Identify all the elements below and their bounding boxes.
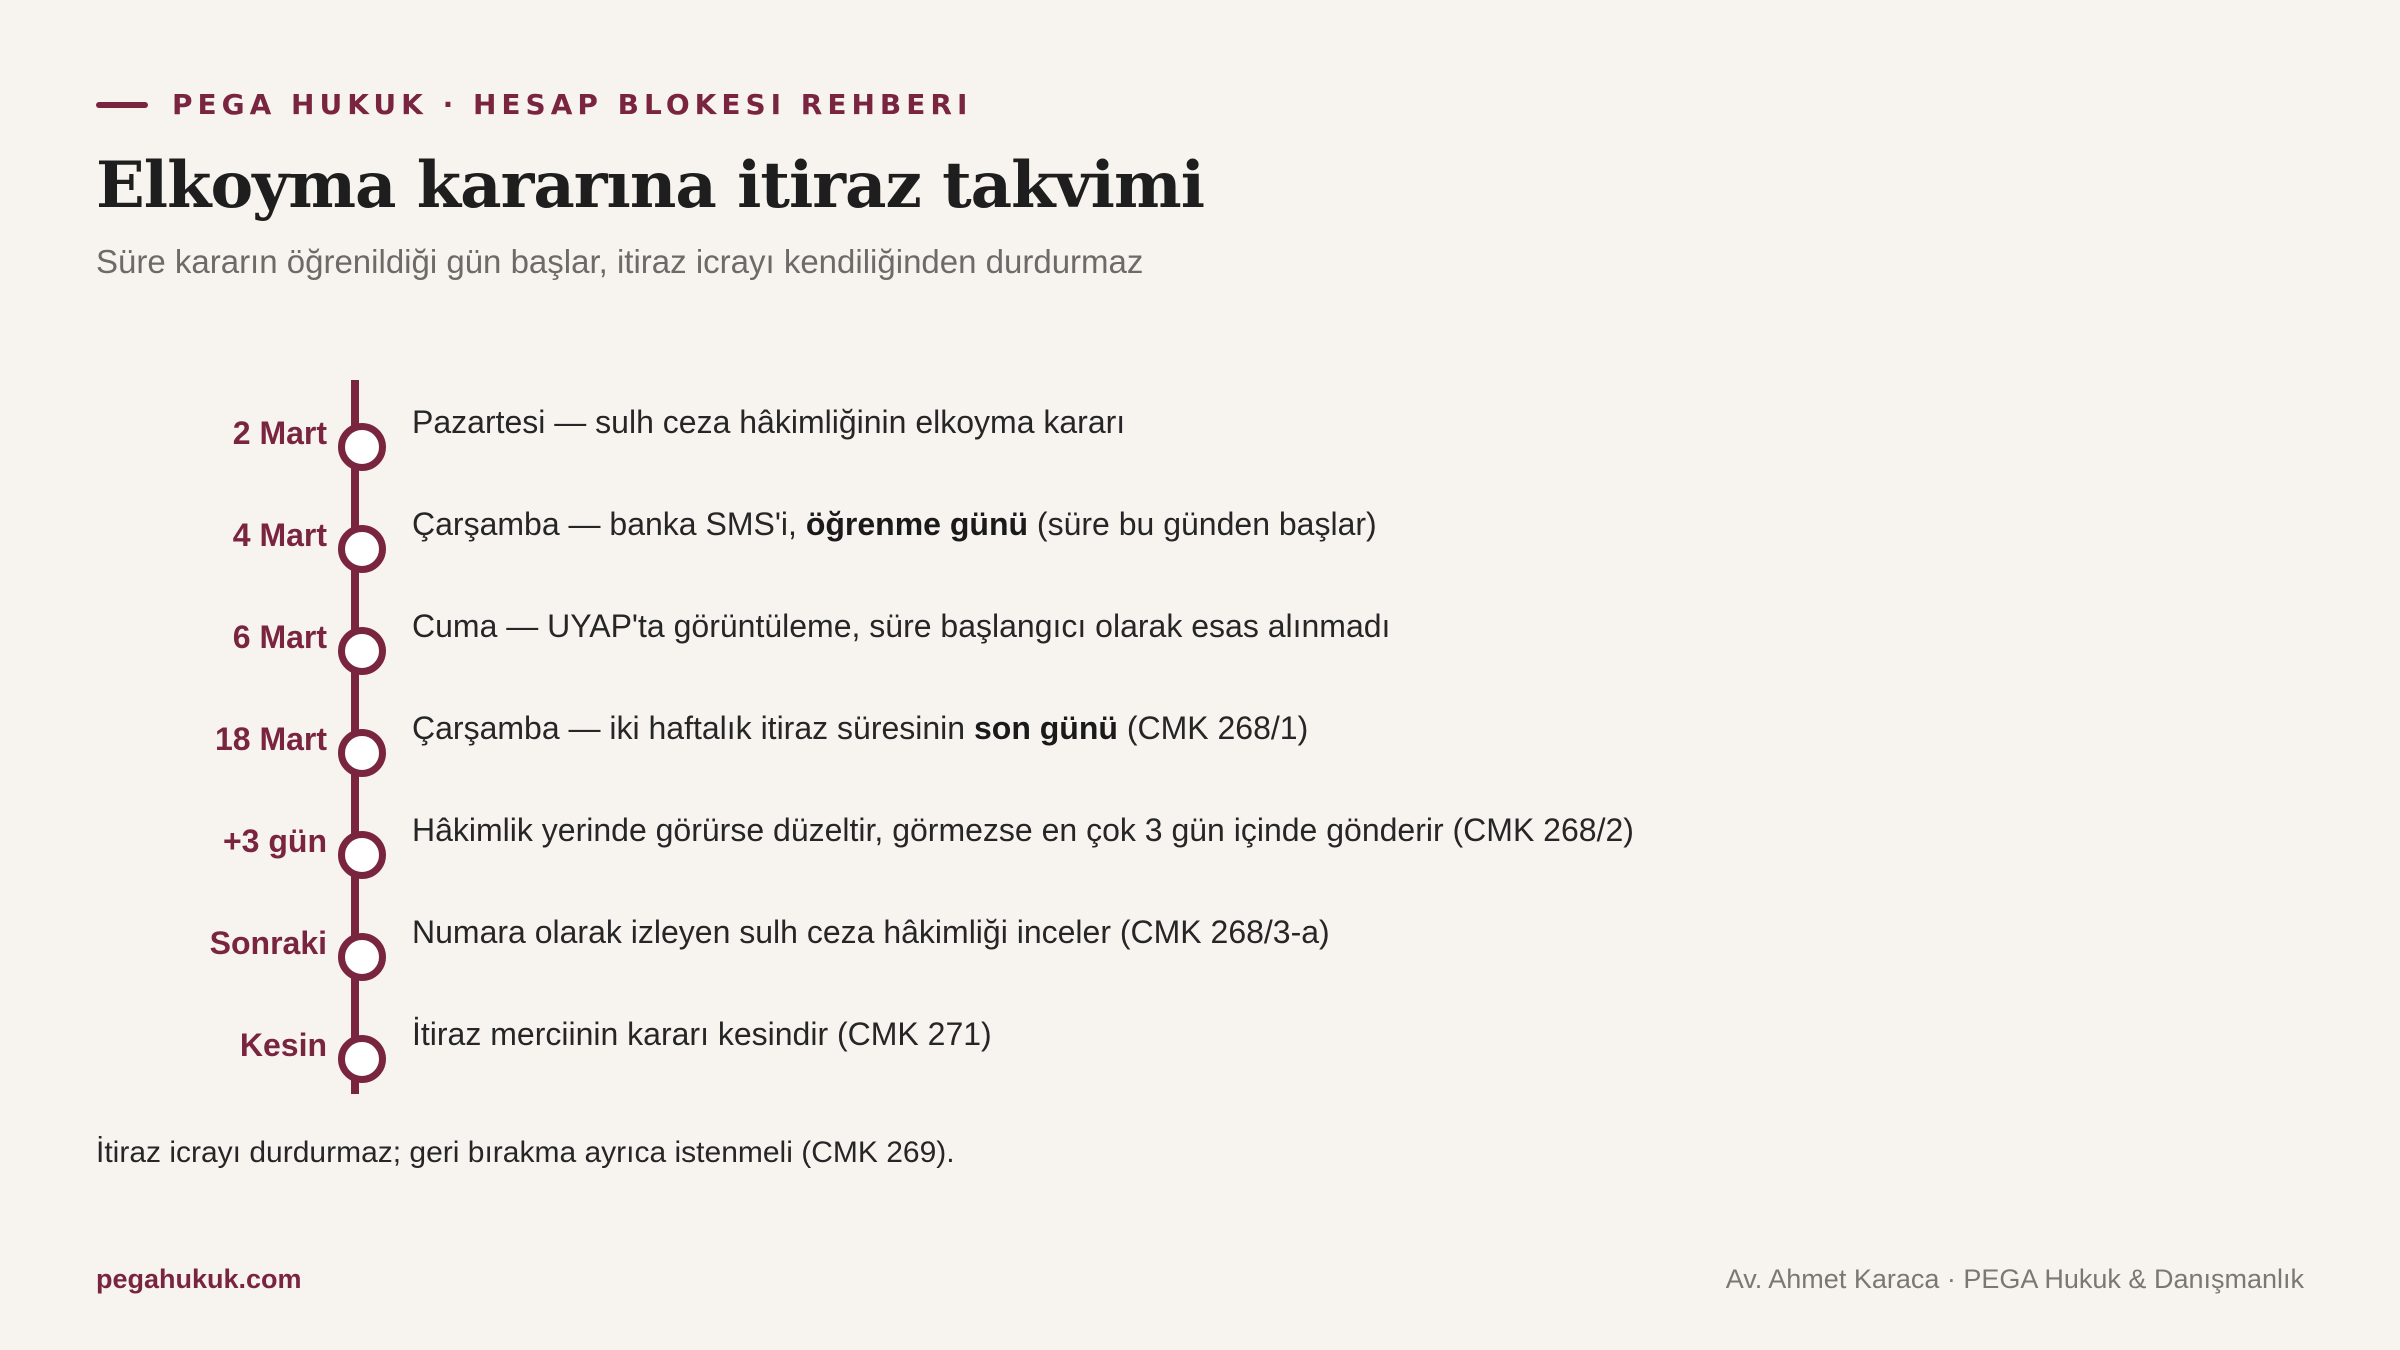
page-title: Elkoyma kararına itiraz takvimi (96, 148, 1204, 223)
timeline-date: +3 gün (222, 823, 327, 859)
timeline-marker (338, 729, 386, 777)
timeline-row (0, 890, 2400, 970)
website-link[interactable]: pegahukuk.com (96, 1264, 302, 1294)
timeline-description: Hâkimlik yerinde görürse düzeltir, görmezse en çok 3 gün içinde gönderir (CMK 268/2) (412, 812, 1634, 848)
timeline-date: Kesin (239, 1027, 327, 1063)
timeline-row (0, 584, 2400, 664)
timeline-marker (338, 627, 386, 675)
timeline-description: Çarşamba — iki haftalık itiraz süresinin son günü (CMK 268/1) (412, 710, 1309, 746)
timeline-row (0, 482, 2400, 562)
timeline-date: Sonraki (209, 925, 327, 961)
timeline-description: İtiraz merciinin kararı kesindir (CMK 271) (412, 1016, 992, 1052)
timeline-description: Numara olarak izleyen sulh ceza hâkimliği inceler (CMK 268/3-a) (412, 914, 1330, 950)
timeline-row (0, 992, 2400, 1072)
brand-label: PEGA HUKUK · HESAP BLOKESI REHBERI (172, 88, 973, 121)
author-credit: Av. Ahmet Karaca · PEGA Hukuk & Danışmanlık (1725, 1264, 2304, 1294)
brand-header (96, 88, 972, 121)
timeline-row (0, 788, 2400, 868)
page-subtitle: Süre kararın öğrenildiği gün başlar, itiraz icrayı kendiliğinden durdurmaz (96, 243, 1144, 280)
timeline-marker (338, 831, 386, 879)
footnote: İtiraz icrayı durdurmaz; geri bırakma ayrıca istenmeli (CMK 269). (96, 1136, 955, 1169)
timeline-description: Çarşamba — banka SMS'i, öğrenme günü (süre bu günden başlar) (412, 506, 1377, 542)
timeline-date: 2 Mart (232, 415, 327, 451)
timeline-marker (338, 423, 386, 471)
timeline-date: 6 Mart (232, 619, 327, 655)
timeline-marker (338, 1035, 386, 1083)
timeline (0, 380, 2400, 1096)
timeline-row (0, 380, 2400, 460)
timeline-row (0, 686, 2400, 766)
brand-rule (96, 102, 148, 108)
timeline-marker (338, 933, 386, 981)
timeline-date: 18 Mart (214, 721, 327, 757)
timeline-description: Cuma — UYAP'ta görüntüleme, süre başlangıcı olarak esas alınmadı (412, 608, 1391, 644)
timeline-date: 4 Mart (232, 517, 327, 553)
timeline-marker (338, 525, 386, 573)
timeline-description: Pazartesi — sulh ceza hâkimliğinin elkoyma kararı (412, 404, 1126, 440)
